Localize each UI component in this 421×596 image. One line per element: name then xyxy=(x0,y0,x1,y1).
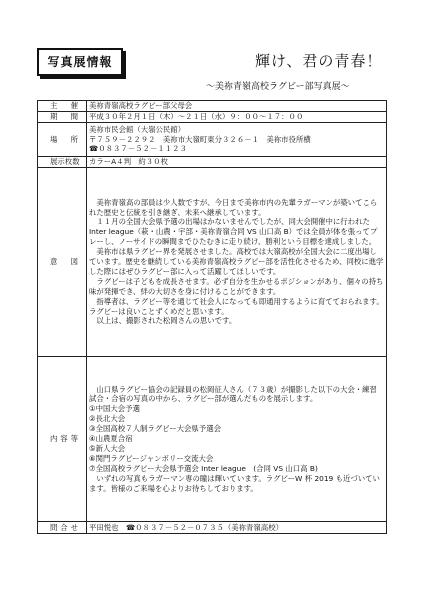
count-label xyxy=(38,157,87,168)
label-char: 意 xyxy=(50,257,58,267)
venue-phone: ☎０８３７－５２－１１２３ xyxy=(89,144,187,154)
content-label-text xyxy=(40,434,84,444)
exhibition-subtitle: ～美祢青嶺高校ラグビー部写真展～ xyxy=(206,82,350,92)
label-char: 主 xyxy=(50,101,58,111)
label-char: 示 xyxy=(57,157,65,167)
label-char: せ xyxy=(70,522,78,532)
venue-name: 美祢市民会館（大嶺公民館） xyxy=(89,124,186,134)
contact-row xyxy=(38,522,387,534)
contact-label xyxy=(38,522,87,534)
count-label-text xyxy=(40,157,84,167)
venue-label-text xyxy=(40,135,84,145)
label-char: 図 xyxy=(70,257,78,267)
venue-label xyxy=(38,123,87,157)
content-list-item: ⑤新人大会 xyxy=(89,443,126,453)
host-label xyxy=(38,101,87,112)
contact-value: 平田悦也 ☎０８３７－５２－０７３５（美祢青嶺高校） xyxy=(87,522,387,534)
content-list-item: ①中国大会予選 xyxy=(89,404,140,414)
label-char: 展 xyxy=(50,157,58,167)
intent-label-text xyxy=(40,257,84,267)
label-char: 期 xyxy=(50,112,58,122)
label-char: 問 xyxy=(50,522,58,532)
content-list-item: ⑥関門ラグビージャンボリー交流大会 xyxy=(89,453,214,463)
label-char: 合 xyxy=(60,522,68,532)
exhibition-title: 輝け、君の青春！ xyxy=(255,52,383,70)
intent-paragraph: ラグビーは子どもを成長させます。必ず自分を生かせるポジションがあり、個々の持ち味が発揮でき、絆の大切さを身に付けることができます。 xyxy=(89,276,384,296)
contact-label-text xyxy=(40,523,84,533)
venue-row xyxy=(38,123,387,157)
period-label-text xyxy=(40,112,84,122)
content-list-item: ③全国高校７人制ラグビー大会県予選会 xyxy=(89,424,221,434)
host-row xyxy=(38,101,387,112)
content-value xyxy=(87,357,387,522)
label-char: 枚 xyxy=(64,157,73,167)
count-value: カラーA４判 約３０枚 xyxy=(87,157,387,168)
photo-exhibition-info-badge: 写真展情報 xyxy=(37,48,123,76)
content-list-item: ⑦全国高校ラグビー大会県予選会 Inter league (合同 VS 山口高 B) xyxy=(89,463,318,473)
label-char: 間 xyxy=(70,112,78,122)
intent-label xyxy=(38,168,87,357)
label-char: 内 xyxy=(50,434,58,444)
venue-address: 〒７５９－２２９２ 美祢市大嶺町東分３２６－１ 美祢市役所横 xyxy=(89,134,311,144)
label-char: 催 xyxy=(70,101,78,111)
content-outro: いずれの写真もラガーマン専の瞳は輝いています。ラグビーW 杯 2019 も近づいています。皆様のご来場を心よりお待ちしております。 xyxy=(89,473,380,493)
label-char: 容 xyxy=(60,434,68,444)
venue-value xyxy=(87,123,387,157)
content-row xyxy=(38,357,387,522)
period-label xyxy=(38,112,87,123)
label-char: 等 xyxy=(70,434,78,444)
content-list-item: ②長北大会 xyxy=(89,414,126,424)
label-char: 数 xyxy=(72,157,80,167)
period-row xyxy=(38,112,387,123)
label-char: 場 xyxy=(50,134,58,144)
count-row xyxy=(38,157,387,168)
intent-paragraph: １１月の全国大会県予選の出場はかないませんでしたが、同大会開催中に行われた Inter league（萩・山農・宇部・美祢青嶺合同 VS 山口高 B）では全員が体を張ってプレーし、ノーサイドの瞬間までひたむきに走り続け、勝利という目標を達成しました。 xyxy=(89,217,378,247)
intent-paragraph: 指導者は、ラグビー等を通じて社会人になっても即通用するように育てておられます。ラグビーは良いことずくめだと思います。 xyxy=(89,296,384,316)
intent-paragraph: 以上は、撮影された松岡さんの思いです。 xyxy=(96,316,237,326)
content-list-item: ④山農夏合宿 xyxy=(89,434,133,444)
host-label-text xyxy=(40,101,84,111)
intent-row xyxy=(38,168,387,357)
content-intro: 山口県ラグビー協会の記録員の松岡征人さん（７３歳）が撮影した以下の大会・練習試合・合宿の写真の中から、ラグビー部が選んだものを展示します。 xyxy=(89,384,377,404)
period-value: 平成３０年２月１日（木）～２１日（水）９：００～１７：００ xyxy=(87,112,387,123)
intent-paragraph: 美祢市は県ラグビー界を発展させました。高校では大嶺高校が全国大会に二度出場しています。歴史を継続している美祢青嶺高校ラグビー部を活性化させるため、同校に進学した際にはぜひラグビー部に入って活躍してほしいです。 xyxy=(89,247,384,276)
label-char: 所 xyxy=(70,134,78,144)
host-value: 美祢青嶺高校ラグビー部父母会 xyxy=(87,101,387,112)
intent-value xyxy=(87,168,387,357)
content-label xyxy=(38,357,87,522)
intent-paragraph: 美祢青嶺高の部員は少人数ですが、今日まで美祢市内の先輩ラガーマンが築いてこられた歴史と伝統を引き継ぎ、未来へ継承しています。 xyxy=(89,197,378,217)
info-table xyxy=(37,100,387,534)
